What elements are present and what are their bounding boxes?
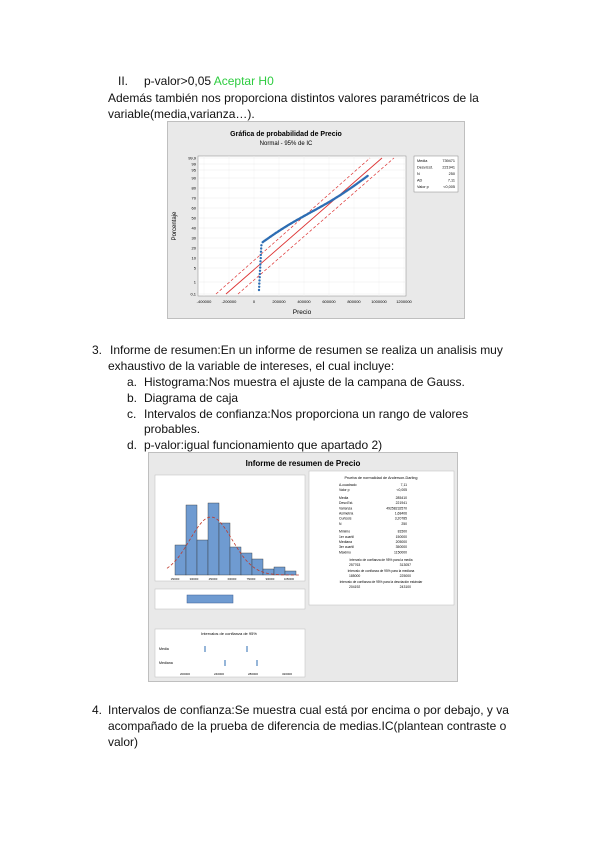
stat-label: N [339, 521, 342, 526]
histogram-bar [285, 571, 296, 575]
paragraph-line: variable(media,varianza…). [108, 107, 255, 121]
sublist-item: Intervalos de confianza:Nos proporciona un rango de valores [144, 407, 469, 421]
sublist-item-cont: probables. [144, 422, 201, 436]
y-tick-label: 80 [191, 185, 196, 191]
data-point [259, 266, 261, 268]
y-tick-label: 90 [191, 175, 196, 181]
ci-low: 185000 [349, 574, 361, 579]
sublist-item: p-valor:igual funcionamiento que apartado 2) [144, 438, 383, 452]
item3-line: Informe de resumen:En un informe de resumen se realiza un analisis muy [110, 343, 503, 357]
y-tick-label: 50 [191, 215, 196, 221]
y-tick-label: 70 [191, 195, 196, 201]
y-tick-label: 5 [193, 265, 196, 271]
legend-label: N [417, 172, 420, 176]
sublist-marker: c. [127, 407, 137, 421]
legend-label: Desv.Est. [417, 165, 433, 170]
ci-label-median: Mediana [159, 661, 173, 665]
y-tick-label: 99,9 [188, 155, 196, 161]
item4-line: Intervalos de confianza:Se muestra cual está por encima o por debajo, y va [108, 703, 509, 717]
legend-value: 250 [448, 172, 455, 176]
ci-low: 204192 [349, 585, 361, 590]
histogram-bar [208, 503, 219, 575]
stat-label: Desv.Est. [339, 501, 354, 506]
stat-label: Valor p [339, 488, 350, 493]
legend-label: Media [417, 159, 428, 163]
y-tick-label: 1 [193, 279, 196, 285]
legend-label: Valor p [417, 185, 429, 189]
hist-axis-label: 900000 [265, 578, 275, 581]
y-tick-label: 60 [191, 205, 196, 211]
data-point [260, 254, 262, 256]
legend-value: <0,005 [443, 185, 455, 189]
pvalue-condition: p-valor>0,05 [144, 74, 212, 88]
data-point [259, 273, 261, 275]
stat-value: 285410 [395, 495, 407, 500]
hist-axis-label: 750000 [246, 578, 256, 581]
sublist-marker: d. [127, 438, 138, 452]
probability-plot-figure [167, 121, 465, 319]
y-tick-label: 40 [191, 225, 196, 231]
data-point [258, 279, 260, 281]
data-point [259, 260, 261, 262]
legend-value: 221941 [442, 165, 455, 170]
hist-axis-label: 300000 [189, 578, 199, 581]
y-tick-label: 0,1 [190, 291, 196, 297]
x-tick-labels [197, 299, 413, 304]
x-tick-label: 800000 [347, 299, 361, 304]
histogram-bar [197, 540, 208, 575]
stat-label: Curtosis [339, 516, 352, 521]
stat-label: A-cuadrado [339, 483, 357, 487]
paragraph-line: Además también nos proporciona distintos valores paramétricos de la [108, 91, 479, 105]
stat-label: Varianza [339, 506, 353, 511]
ci-high: 243100 [399, 585, 411, 590]
histogram-bar [219, 523, 230, 575]
hist-axis-label: 450000 [208, 578, 218, 581]
accept-h0-label: Aceptar H0 [213, 74, 274, 88]
summary-report-svg [149, 453, 457, 681]
ci-chart-title: Intervalos de confianza de 95% [201, 631, 257, 636]
stat-value: 221941 [395, 501, 407, 506]
stat-label: Mínimo [339, 529, 351, 534]
y-tick-label: 20 [191, 245, 196, 251]
ci-title: Intervalo de confianza de 95% para la mediana [347, 569, 415, 574]
data-point [260, 257, 262, 259]
stat-label: Media [339, 495, 349, 500]
legend-value: 739471 [442, 159, 455, 163]
ci-title: Intervalo de confianza de 95% para la media [349, 558, 413, 563]
x-tick-label: 0 [252, 299, 256, 304]
hist-axis-label: 150000 [170, 578, 180, 581]
stat-value: 1150000 [394, 550, 407, 555]
y-tick-label: 99 [191, 161, 196, 167]
stat-label: Asimetría [339, 511, 354, 516]
roman-marker-ii: II. [118, 74, 129, 88]
data-point [258, 289, 260, 291]
stat-value: 350000 [395, 545, 407, 550]
report-title: Informe de resumen de Precio [245, 459, 361, 468]
item4-line: valor) [108, 735, 139, 749]
y-tick-label: 30 [191, 235, 196, 241]
probability-plot-svg [168, 122, 464, 318]
stat-label: Mediana [339, 540, 353, 544]
stat-value: 81500 [397, 529, 407, 534]
y-axis-label: Porcentaje [172, 211, 178, 241]
item4-line: acompañado de la prueba de diferencia de medias.IC(plantean contraste o [108, 719, 507, 733]
stat-label: Máximo [339, 550, 351, 555]
sublist-item: Histograma:Nos muestra el ajuste de la campana de Gauss. [144, 375, 465, 389]
stats-panel [309, 471, 454, 605]
stat-value: <0,005 [396, 488, 407, 493]
y-tick-label: 95 [191, 167, 196, 173]
x-tick-label: -400000 [196, 299, 212, 304]
data-point [366, 175, 368, 177]
sublist-item: Diagrama de caja [144, 391, 239, 405]
data-point [260, 251, 262, 253]
hist-axis-label: 600000 [227, 578, 237, 581]
list-number-4: 4. [92, 703, 103, 717]
legend-label: AD [417, 178, 423, 183]
stat-label: 3er cuartil [339, 545, 354, 550]
item3-line: exhaustivo de la variable de intereses, el cual incluye: [108, 359, 395, 373]
x-tick-label: -200000 [221, 299, 237, 304]
data-point [259, 270, 261, 272]
ci-chart-panel [155, 629, 305, 677]
boxplot-box [187, 595, 233, 603]
y-tick-labels [188, 156, 197, 297]
sublist-marker: b. [127, 391, 138, 405]
stat-value: 250 [401, 521, 407, 526]
stat-value: 49258232570 [386, 506, 407, 511]
plot-subtitle: Normal - 95% de IC [259, 141, 313, 147]
ci-axis-label: 320000 [281, 672, 293, 676]
histogram-bar [274, 567, 285, 575]
x-tick-label: 1000000 [371, 299, 387, 304]
data-point [259, 263, 261, 265]
summary-report-figure [148, 452, 458, 682]
histogram-bar [186, 505, 197, 575]
ci-axis-label: 200000 [179, 672, 191, 676]
stats-title: Prueba de normalidad de Anderson-Darling [344, 476, 418, 480]
stat-value: 1,68406 [394, 511, 407, 516]
histogram-bar [230, 547, 241, 575]
data-point [259, 276, 261, 278]
ci-label-mean: Media [159, 647, 169, 651]
legend-value: 7,11 [447, 178, 455, 183]
ci-title: Intervalo de confianza de 95% para la desviación estándar [339, 580, 423, 585]
hist-axis-label: 1050000 [283, 578, 295, 581]
data-point [260, 244, 262, 246]
list-number-3: 3. [92, 343, 103, 357]
section-ii-text [144, 73, 274, 89]
x-axis-label: Precio [292, 309, 312, 316]
x-tick-label: 200000 [272, 299, 286, 304]
plot-title: Gráfica de probabilidad de Precio [230, 131, 342, 138]
data-point [260, 247, 262, 249]
stat-value: 205000 [395, 540, 407, 544]
ci-low: 257763 [349, 563, 361, 568]
stat-label: 1er cuartil [339, 534, 354, 539]
x-tick-label: 1200000 [396, 299, 412, 304]
x-tick-label: 400000 [297, 299, 311, 304]
y-tick-label: 10 [191, 255, 196, 261]
x-tick-label: 600000 [322, 299, 336, 304]
stat-value: 3,20785 [394, 516, 407, 521]
stat-value: 7,11 [400, 483, 407, 487]
ci-high: 225000 [399, 574, 411, 579]
data-point [258, 286, 260, 288]
ci-high: 313057 [399, 563, 411, 568]
data-point [258, 282, 260, 284]
ci-axis-label: 280000 [247, 672, 259, 676]
stat-value: 150000 [395, 534, 407, 539]
histogram-bar [175, 545, 186, 575]
sublist-marker: a. [127, 375, 138, 389]
ci-axis-label: 240000 [213, 672, 225, 676]
